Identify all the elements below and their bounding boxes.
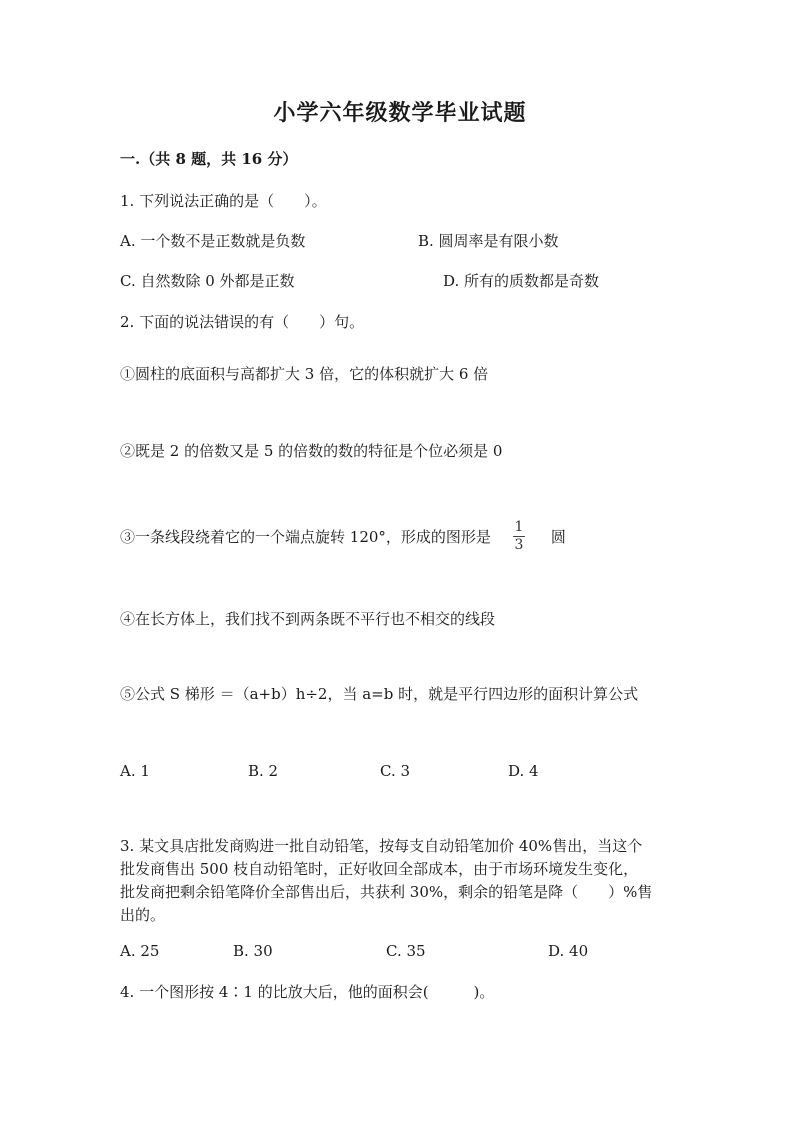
- question-2-statement-3: [120, 520, 566, 553]
- question-3-option-c: C. 35: [386, 942, 426, 960]
- question-2-option-c: C. 3: [380, 762, 411, 780]
- question-1-option-c: C. 自然数除 0 外都是正数: [120, 272, 295, 290]
- page-title: 小学六年级数学毕业试题: [273, 100, 527, 126]
- question-1-option-d: D. 所有的质数都是奇数: [443, 272, 600, 290]
- question-2-statement-3-suffix: 圆: [550, 528, 566, 546]
- question-3-line-3: 批发商把剩余铅笔降价全部售出后，共获利 30%，剩余的铅笔是降（ ）%售: [120, 883, 653, 901]
- question-3-line-1: 3. 某文具店批发商购进一批自动铅笔，按每支自动铅笔加价 40%售出，当这个: [120, 837, 643, 855]
- question-2-statement-5: ⑤公式 S 梯形 ＝（a+b）h÷2，当 a=b 时，就是平行四边形的面积计算公式: [120, 685, 639, 703]
- question-2-statement-3-text: ③一条线段绕着它的一个端点旋转 120°，形成的图形是: [120, 528, 491, 546]
- fraction-denominator: 3: [514, 537, 524, 553]
- question-1-stem: 1. 下列说法正确的是（ ）。: [120, 192, 327, 210]
- question-3-option-d: D. 40: [548, 942, 589, 960]
- question-2-option-d: D. 4: [508, 762, 539, 780]
- question-4-stem: 4. 一个图形按 4∶1 的比放大后，他的面积会( )。: [120, 983, 495, 1001]
- question-3-option-a: A. 25: [120, 942, 160, 960]
- question-2-stem: 2. 下面的说法错误的有（ ）句。: [120, 313, 365, 331]
- question-3-line-2: 批发商售出 500 枝自动铅笔时，正好收回全部成本，由于市场环境发生变化，: [120, 860, 639, 878]
- fraction-one-third: [513, 520, 525, 553]
- question-3-option-b: B. 30: [233, 942, 273, 960]
- question-2-statement-2: ②既是 2 的倍数又是 5 的倍数的数的特征是个位必须是 0: [120, 442, 503, 460]
- question-2-statement-1: ①圆柱的底面积与高都扩大 3 倍，它的体积就扩大 6 倍: [120, 365, 489, 383]
- question-1-option-b: B. 圆周率是有限小数: [418, 232, 559, 250]
- question-2-statement-4: ④在长方体上，我们找不到两条既不平行也不相交的线段: [120, 610, 496, 628]
- question-1-option-a: A. 一个数不是正数就是负数: [120, 232, 306, 250]
- section-header: 一.（共 8 题，共 16 分）: [120, 150, 298, 168]
- fraction-numerator: 1: [514, 519, 524, 535]
- question-3-line-4: 出的。: [120, 906, 166, 924]
- question-2-option-a: A. 1: [120, 762, 150, 780]
- question-2-option-b: B. 2: [248, 762, 279, 780]
